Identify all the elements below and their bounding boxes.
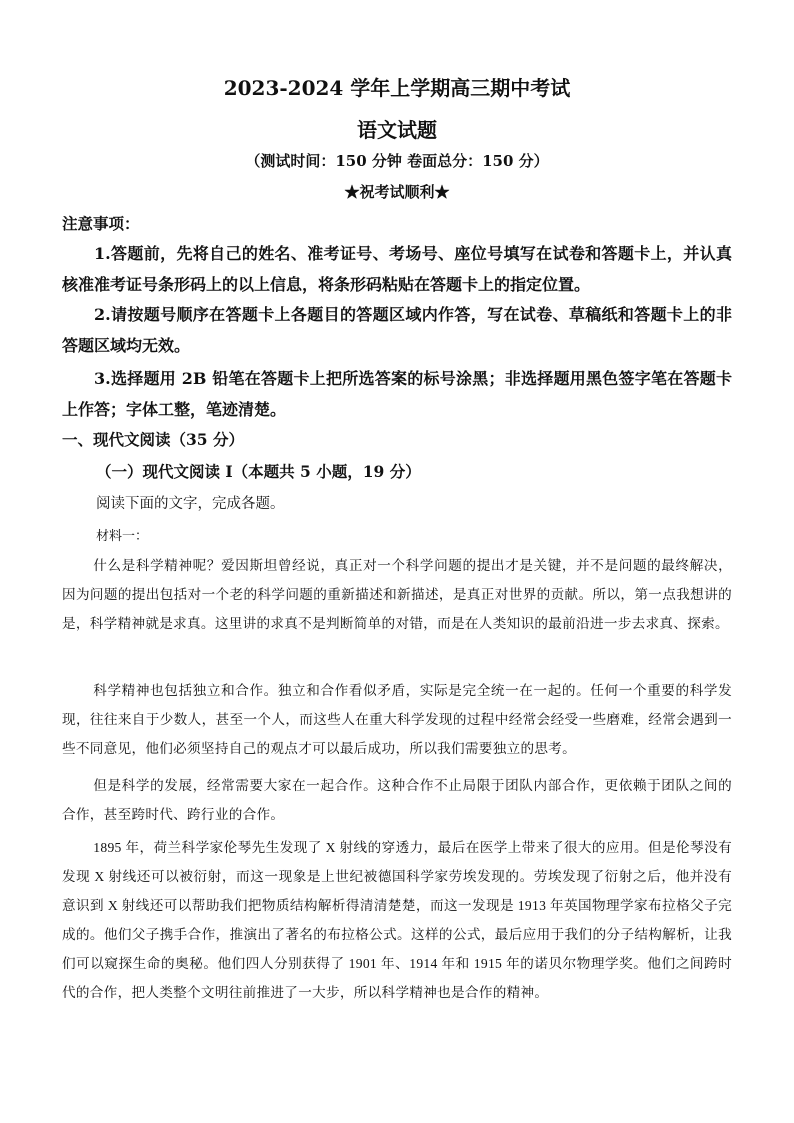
notice-heading: 注意事项：: [62, 214, 140, 233]
paragraph-2: 科学精神也包括独立和合作。独立和合作看似矛盾，实际是完全统一在一起的。任何一个重要的科学发现，往往来自于少数人，甚至一个人，而这些人在重大科学发现的过程中经常会经受一些磨难，经常会遇到一些不同意见，他们必须坚持自己的观点才可以最后成功，所以我们需要独立的思考。: [62, 683, 732, 756]
notice-item-2: 2.请按题号顺序在答题卡上各题目的答题区域内作答，写在试卷、草稿纸和答题卡上的非答题区域均无效。: [62, 305, 732, 355]
notice-item-3: 3.选择题用 2B 铅笔在答题卡上把所选答案的标号涂黑；非选择题用黑色签字笔在答题卡上作答；字体工整，笔迹清楚。: [62, 369, 732, 419]
material-label: 材料一：: [96, 528, 149, 543]
exam-title: 2023-2024 学年上学期高三期中考试: [223, 76, 571, 100]
paragraph-4: 1895 年，荷兰科学家伦琴先生发现了 X 射线的穿透力，最后在医学上带来了很大的应用。但是伦琴没有发现 X 射线还可以被衍射，而这一现象是上世纪被德国科学家劳埃发现的。劳埃发现了衍射之后，他并没有意识到 X 射线还可以帮助我们把物质结构解析得清清楚楚，而这一发现是 1913 年英国物理学家布拉格父子完成的。他们父子携手合作，推演出了著名的布拉格公式。这样的公式，最后应用于我们的分子结构解析，让我们可以窥探生命的奥秘。他们四人分别获得了 1901 年、1914 年和 1915 年的诺贝尔物理学奖。他们之间跨时代的合作，把人类整个文明往前推进了一大步，所以科学精神也是合作的精神。: [62, 840, 732, 1000]
paragraph-1: 什么是科学精神呢？爱因斯坦曾经说，真正对一个科学问题的提出才是关键，并不是问题的最终解决，因为问题的提出包括对一个老的科学问题的重新描述和新描述，是真正对世界的贡献。所以，第一点我想讲的是，科学精神就是求真。这里讲的求真不是判断简单的对错，而是在人类知识的最前沿进一步去求真、探索。: [62, 558, 732, 631]
subject-title: 语文试题: [357, 118, 437, 142]
reading-instruction: 阅读下面的文字，完成各题。: [96, 496, 285, 512]
paragraph-3: 但是科学的发展，经常需要大家在一起合作。这种合作不止局限于团队内部合作，更依赖于团队之间的合作，甚至跨时代、跨行业的合作。: [62, 778, 732, 822]
subsection-title: （一）现代文阅读 I（本题共 5 小题，19 分）: [96, 462, 421, 481]
exam-info: （测试时间：150 分钟 卷面总分：150 分）: [245, 152, 549, 170]
blessing: ★祝考试顺利★: [344, 183, 450, 201]
section-title: 一、现代文阅读（35 分）: [62, 430, 244, 449]
notice-item-1: 1.答题前，先将自己的姓名、准考证号、考场号、座位号填写在试卷和答题卡上，并认真核准准考证号条形码上的以上信息，将条形码粘贴在答题卡上的指定位置。: [62, 244, 732, 294]
